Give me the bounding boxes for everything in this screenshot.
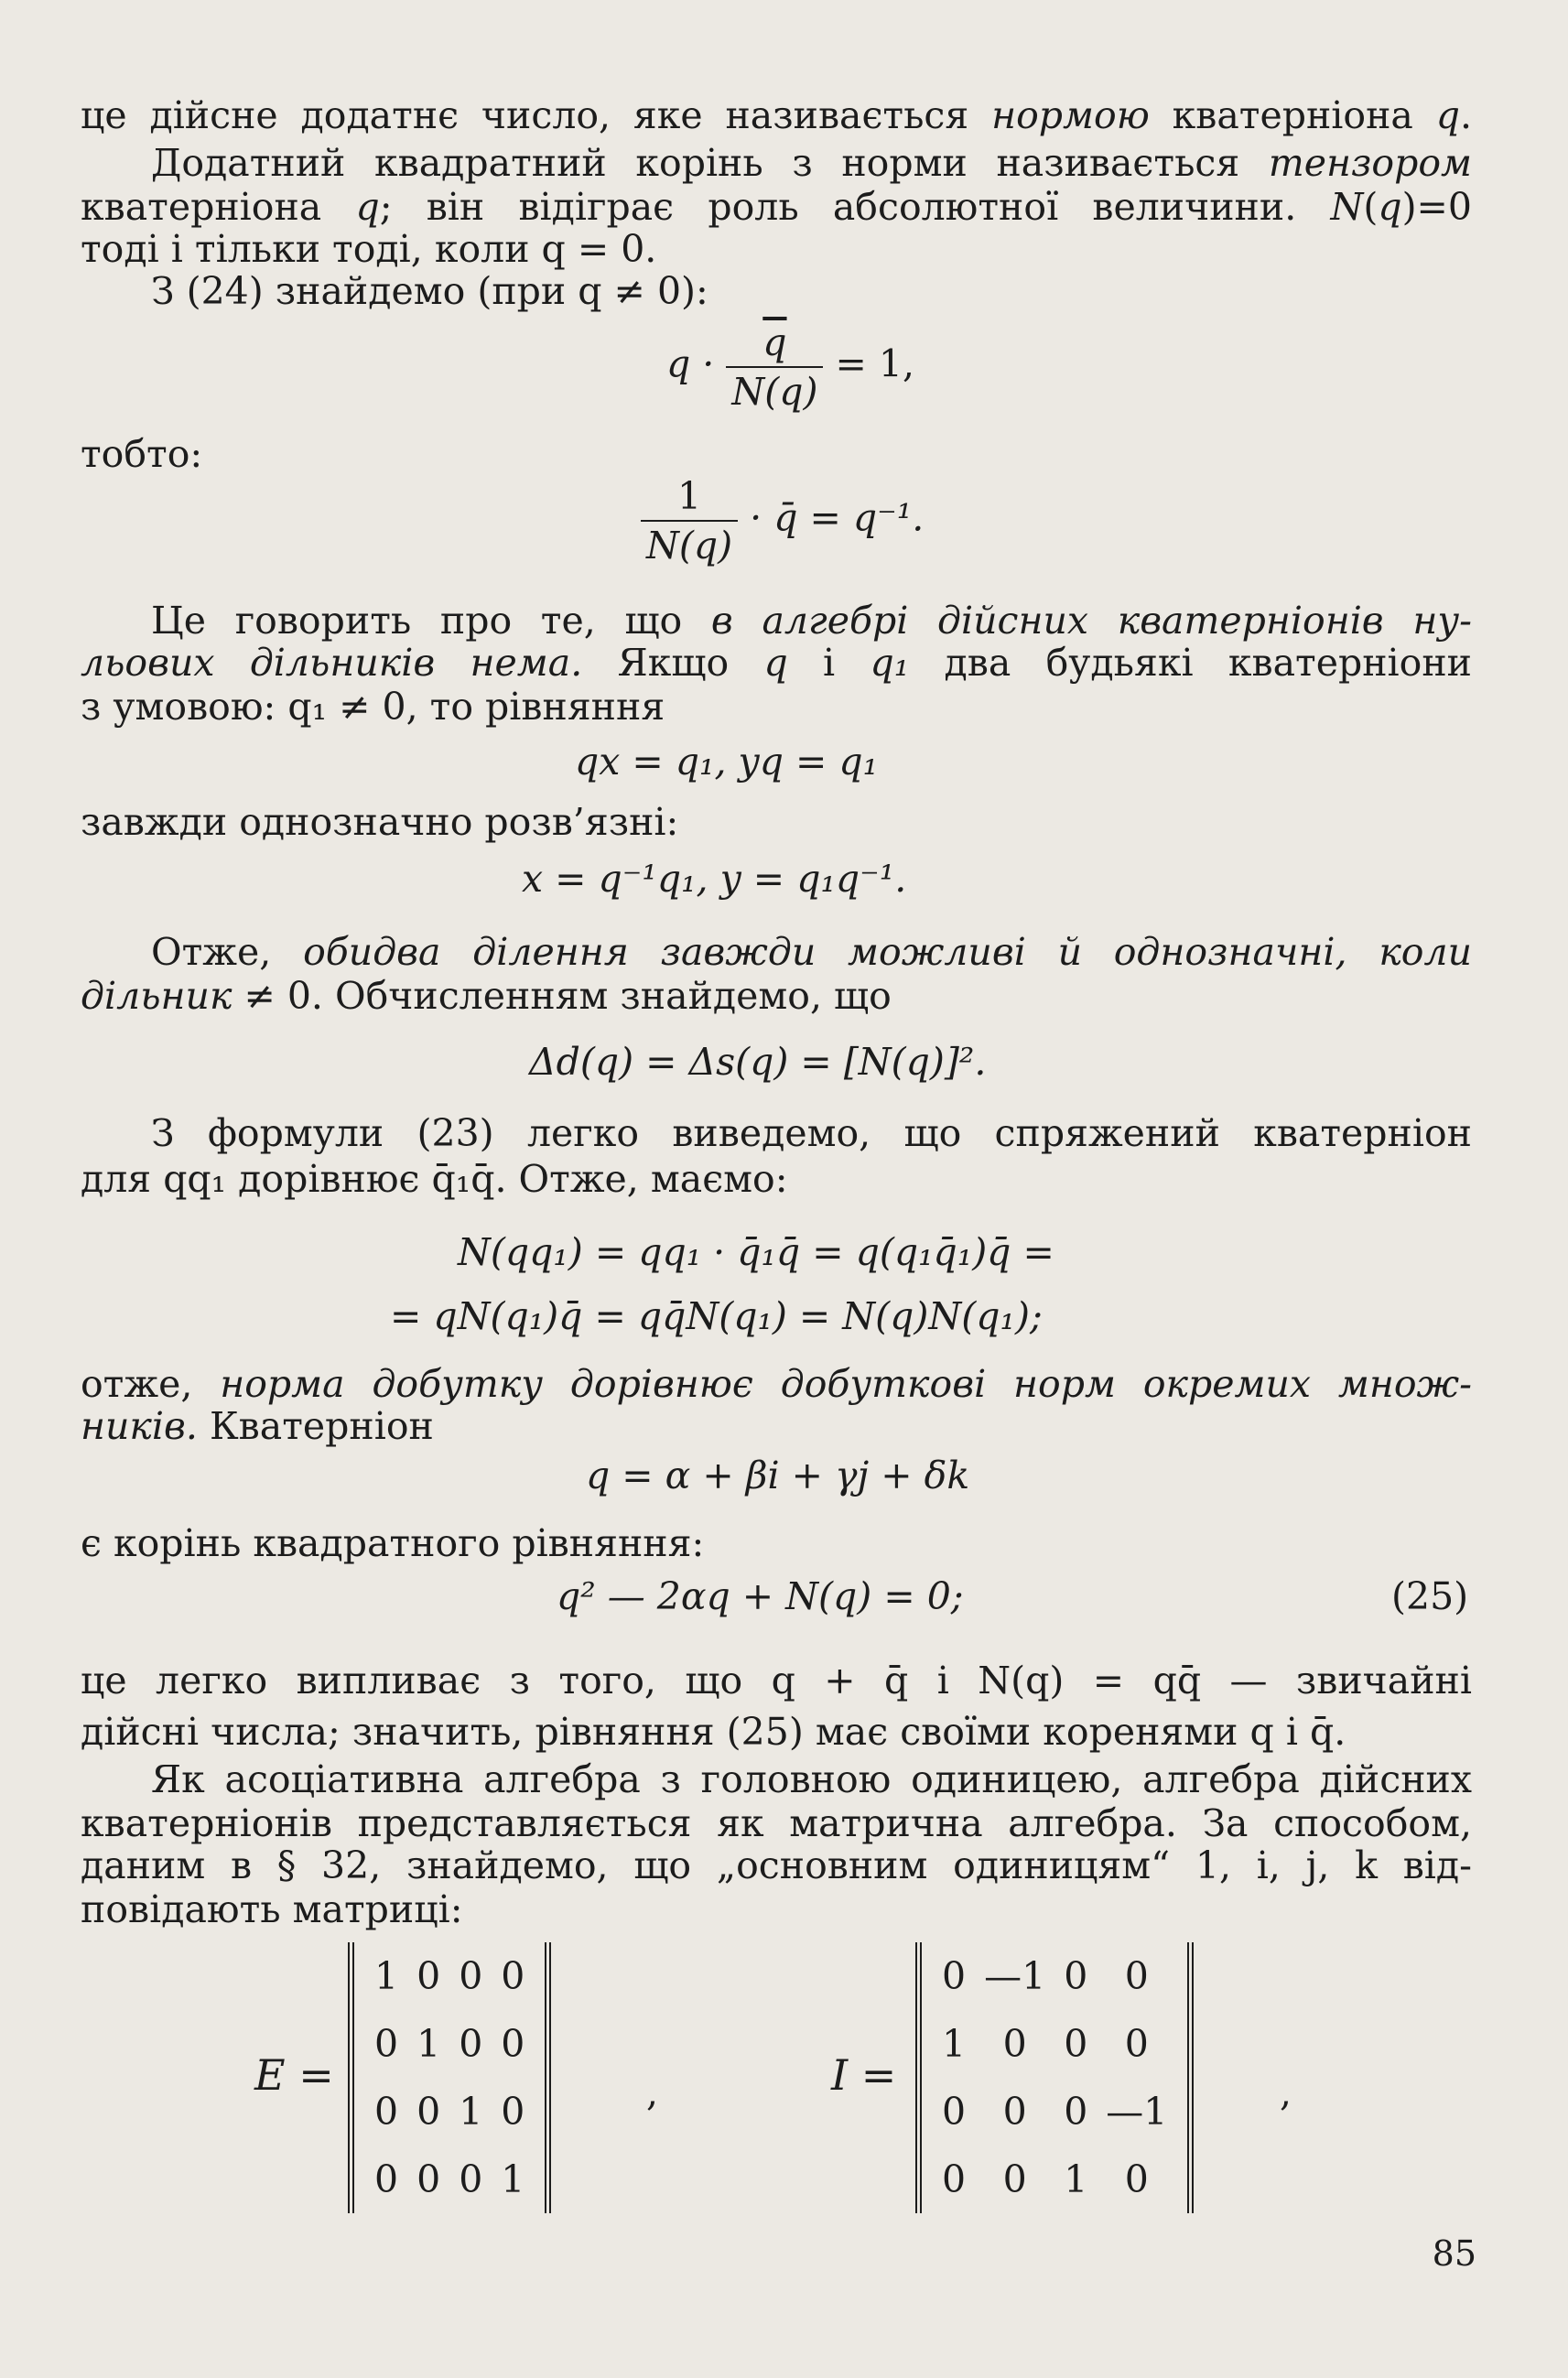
text-line: дільник ≠ 0. Обчисленням знайдемо, що bbox=[81, 974, 892, 1018]
formula-8: q = α + βi + γj + δk bbox=[586, 1454, 970, 1497]
matrix-cell: 0 bbox=[374, 2157, 399, 2201]
matrix-cell: —1 bbox=[1106, 2090, 1168, 2134]
text-line: повідають матриці: bbox=[81, 1887, 463, 1931]
text-line: кватерніонів представляється як матрична алгебра. За способом, bbox=[81, 1801, 1472, 1845]
text-line: це дійсне додатнє число, яке називається нормою кватерніона q. bbox=[81, 93, 1472, 137]
equation-number: (25) bbox=[1391, 1574, 1469, 1618]
formula-1: q · $\frac{\overline{q}}{N(q)}$ = 1, bbox=[666, 320, 915, 414]
text-line: завжди однозначно розв’язні: bbox=[81, 800, 679, 844]
matrix-cell: 0 bbox=[942, 1954, 967, 1998]
text-line: даним в § 32, знайдемо, що „основним одиницям“ 1, i, j, k від- bbox=[81, 1843, 1472, 1887]
matrix-cell: 1 bbox=[942, 2022, 967, 2066]
matrix-cell: 0 bbox=[1124, 2157, 1149, 2201]
text-line: отже, норма добутку дорівнює добуткові норм окремих множ- bbox=[81, 1362, 1472, 1406]
matrix-cell: 0 bbox=[459, 2157, 483, 2201]
text-line: кватерніона q; він відіграє роль абсолютної величини. N(q)=0 bbox=[81, 185, 1472, 229]
matrix-cell: 0 bbox=[459, 2022, 483, 2066]
formula-3: qx = q₁, yq = q₁ bbox=[575, 740, 879, 784]
matrix-cell: 0 bbox=[374, 2090, 399, 2134]
formula-5: Δd(q) = Δs(q) = [N(q)]². bbox=[529, 1040, 987, 1084]
matrix-cell: 1 bbox=[459, 2090, 483, 2134]
text-line: Отже, обидва ділення завжди можливі й однозначні, коли bbox=[151, 930, 1472, 974]
matrix-cell: 1 bbox=[1064, 2157, 1088, 2201]
text-line: льових дільників нема. Якщо q і q₁ два будьякі кватерніони bbox=[81, 641, 1472, 685]
text-line: дійсні числа; значить, рівняння (25) має своїми коренями q і q̄. bbox=[81, 1710, 1346, 1754]
formula-7: = qN(q₁)q̄ = qq̄N(q₁) = N(q)N(q₁); bbox=[390, 1294, 1043, 1338]
matrix-i-label: I = bbox=[831, 2050, 897, 2100]
formula-9: q² — 2αq + N(q) = 0; bbox=[557, 1574, 964, 1618]
matrix-cell: 0 bbox=[1064, 1954, 1088, 1998]
text-line: тоді і тільки тоді, коли q = 0. bbox=[81, 227, 657, 271]
formula-2: $\frac{1}{N(q)}$ · q̄ = q⁻¹. bbox=[641, 474, 924, 567]
matrix-e-label: E = bbox=[254, 2050, 334, 2100]
matrix-cell: 0 bbox=[1124, 1954, 1149, 1998]
matrix-cell: 1 bbox=[374, 1954, 399, 1998]
matrix-i bbox=[915, 1942, 1194, 2213]
text-line: це легко випливає з того, що q + q̄ і N(q) = qq̄ — звичайні bbox=[81, 1659, 1472, 1702]
matrix-cell: 1 bbox=[501, 2157, 525, 2201]
text-line: Додатний квадратний корінь з норми називається тензором bbox=[151, 141, 1472, 185]
matrix-cell: 0 bbox=[1124, 2022, 1149, 2066]
matrix-cell: —1 bbox=[984, 1954, 1046, 1998]
text-line: Це говорить про те, що в алгебрі дійсних кватерніонів ну- bbox=[151, 599, 1472, 643]
text-line: Як асоціативна алгебра з головною одиницею, алгебра дійсних bbox=[151, 1757, 1472, 1801]
text-line: для qq₁ дорівнює q̄₁q̄. Отже, маємо: bbox=[81, 1157, 788, 1201]
formula-6: N(qq₁) = qq₁ · q̄₁q̄ = q(q₁q̄₁)q̄ = bbox=[458, 1230, 1054, 1274]
matrix-cell: 0 bbox=[1002, 2090, 1027, 2134]
matrix-cell: 0 bbox=[1064, 2022, 1088, 2066]
matrix-cell: 0 bbox=[416, 2090, 441, 2134]
page-number: 85 bbox=[1432, 2233, 1476, 2274]
text-line: З (24) знайдемо (при q ≠ 0): bbox=[151, 269, 708, 313]
matrix-separator: , bbox=[1280, 2070, 1292, 2114]
matrix-cell: 0 bbox=[1002, 2157, 1027, 2201]
matrix-separator: , bbox=[646, 2070, 659, 2114]
matrix-cell: 0 bbox=[416, 2157, 441, 2201]
matrix-e bbox=[348, 1942, 551, 2213]
text-line: з умовою: q₁ ≠ 0, то рівняння bbox=[81, 685, 665, 729]
matrix-cell: 0 bbox=[1002, 2022, 1027, 2066]
text-line: є корінь квадратного рівняння: bbox=[81, 1521, 705, 1565]
text-line: ників. Кватерніон bbox=[81, 1404, 434, 1448]
matrix-cell: 1 bbox=[416, 2022, 441, 2066]
matrix-cell: 0 bbox=[942, 2090, 967, 2134]
formula-4: x = q⁻¹q₁, y = q₁q⁻¹. bbox=[522, 857, 907, 901]
matrix-cell: 0 bbox=[501, 1954, 525, 1998]
matrix-cell: 0 bbox=[416, 1954, 441, 1998]
matrix-cell: 0 bbox=[1064, 2090, 1088, 2134]
matrix-cell: 0 bbox=[942, 2157, 967, 2201]
matrix-cell: 0 bbox=[501, 2090, 525, 2134]
matrix-cell: 0 bbox=[459, 1954, 483, 1998]
text-line: тобто: bbox=[81, 432, 203, 476]
matrix-cell: 0 bbox=[501, 2022, 525, 2066]
matrix-cell: 0 bbox=[374, 2022, 399, 2066]
text-line: З формули (23) легко виведемо, що спряжений кватерніон bbox=[151, 1111, 1472, 1155]
